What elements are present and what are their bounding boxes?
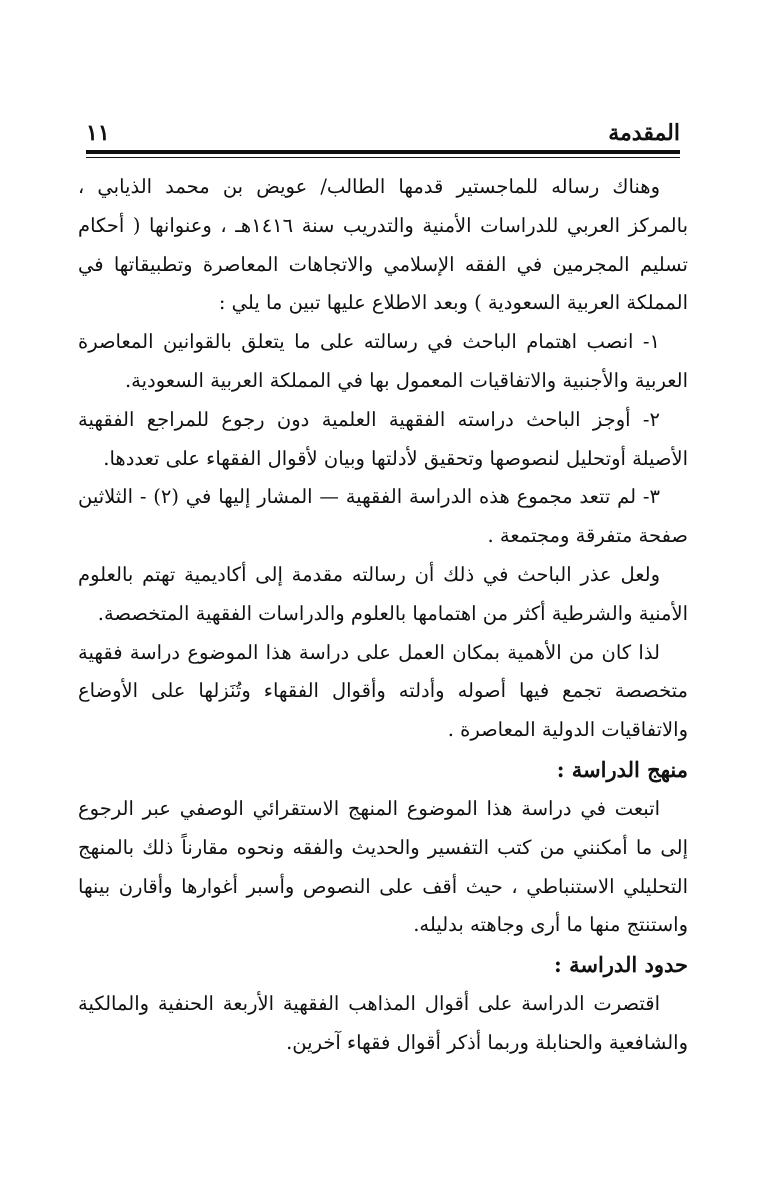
limits-paragraph: اقتصرت الدراسة على أقوال المذاهب الفقهية الأربعة الحنفية والمالكية والشافعية والحنابلة وربما أذكر أقوال فقهاء آخرين. [78,992,688,1054]
page-header [86,112,680,146]
header-rule-thick [86,150,680,154]
limits-heading: حدود الدراسة : [554,952,688,978]
header-rule-thin [86,157,680,158]
methodology-paragraph: اتبعت في دراسة هذا الموضوع المنهج الاستقرائي الوصفي عبر الرجوع إلى ما أمكنني من كتب التفسير والحديث والفقه ونحوه مقارناً ذلك بالمنهج التحليلي الاستنباطي ، حيث أقف على النصوص وأسبر أغوارها وأقارن بينها واستنتج منها ما أرى وجاهته بدليله. [78,796,688,937]
chapter-title: المقدمة [608,120,680,146]
list-item-2: ٢- أوجز الباحث دراسته الفقهية العلمية دون رجوع للمراجع الفقهية الأصيلة أوتحليل لنصوصها وتحقيق لأدلتها وبيان لأقوال الفقهاء على تعددها. [78,407,688,470]
excuse-paragraph: ولعل عذر الباحث في ذلك أن رسالته مقدمة إلى أكاديمية تهتم بالعلوم الأمنية والشرطية أكثر من اهتمامها بالعلوم والدراسات الفقهية المتخصصة. [78,562,688,625]
importance-paragraph: لذا كان من الأهمية بمكان العمل على دراسة هذا الموضوع دراسة فقهية متخصصة تجمع فيها أصوله وأدلته وأقوال الفقهاء وتُنَزلها على الأوضاع والاتفاقيات الدولية المعاصرة . [78,640,688,742]
page-body [78,168,688,1063]
methodology-heading: منهج الدراسة : [556,756,688,782]
list-item-1: ١- انصب اهتمام الباحث في رسالته على ما يتعلق بالقوانين المعاصرة العربية والأجنبية والاتفاقيات المعمول بها في المملكة العربية السعودية. [78,330,688,392]
list-item-3: ٣- لم تتعد مجموع هذه الدراسة الفقهية — المشار إليها في (٢) - الثلاثين صفحة متفرقة ومجتمعة . [78,485,688,548]
intro-paragraph: وهناك رساله للماجستير قدمها الطالب/ عويض بن محمد الذيابي ، بالمركز العربي للدراسات الأمنية والتدريب سنة ١٤١٦هـ ، وعنوانها ( أحكام تسليم المجرمين في الفقه الإسلامي والاتجاهات المعاصرة وتطبيقاتها في المملكة العربية السعودية ) وبعد الاطلاع عليها تبين ما يلي : [78,175,688,315]
page-number: ١١ [86,120,110,146]
